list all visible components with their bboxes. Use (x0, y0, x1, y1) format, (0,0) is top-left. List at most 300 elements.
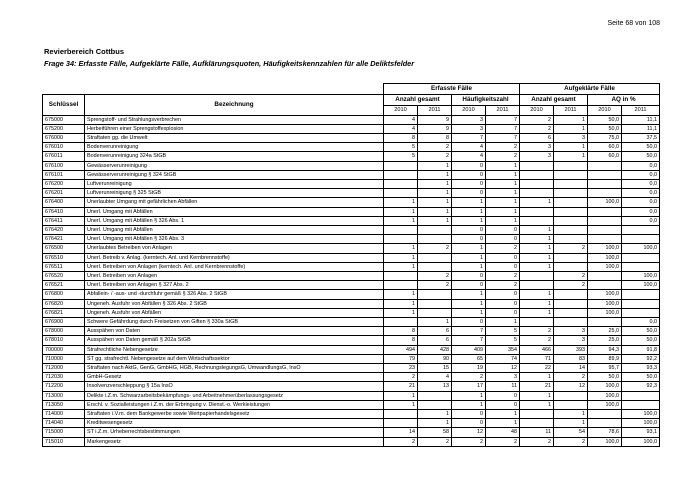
row-key: 676420 (43, 225, 85, 234)
row-value: 48 (486, 428, 520, 437)
row-value: 1 (520, 391, 554, 400)
row-value: 1 (418, 317, 452, 326)
row-value: 2 (418, 271, 452, 280)
row-value: 1 (486, 419, 520, 428)
year-header: 2010 (588, 106, 622, 116)
row-value: 4 (452, 152, 486, 161)
row-value: 12 (486, 363, 520, 372)
row-value: 2 (486, 437, 520, 446)
row-value: 0,0 (622, 161, 660, 170)
row-value: 0 (452, 161, 486, 170)
row-value (384, 419, 418, 428)
table-row (43, 419, 660, 428)
row-value: 1 (452, 391, 486, 400)
row-value (520, 161, 554, 170)
row-value: 0 (452, 225, 486, 234)
row-value: 58 (418, 428, 452, 437)
table-row (43, 345, 660, 354)
row-value (520, 216, 554, 225)
row-value (554, 225, 588, 234)
table-row (43, 391, 660, 400)
row-value (384, 189, 418, 198)
row-value: 0,0 (622, 179, 660, 188)
row-value: 0 (452, 189, 486, 198)
row-value: 1 (554, 410, 588, 419)
row-value: 0 (486, 253, 520, 262)
row-value: 78,6 (588, 428, 622, 437)
row-value: 94,3 (588, 345, 622, 354)
row-key: 676511 (43, 262, 85, 271)
row-value: 1 (418, 179, 452, 188)
row-value: 0,0 (622, 170, 660, 179)
row-value: 2 (554, 281, 588, 290)
row-value: 1 (554, 124, 588, 133)
row-key: 676411 (43, 216, 85, 225)
row-key: 678010 (43, 336, 85, 345)
row-value: 100,0 (588, 400, 622, 409)
table-row (43, 198, 660, 207)
row-value: 1 (384, 253, 418, 262)
row-value: 1 (520, 198, 554, 207)
row-value: 1 (452, 253, 486, 262)
row-value: 1 (520, 400, 554, 409)
row-value: 7 (452, 327, 486, 336)
row-value: 100,0 (622, 410, 660, 419)
row-description: Unerl. Betreiben von Anlagen (kerntech. Anl. und Kernbrennstoffe) (85, 262, 384, 271)
row-key: 676011 (43, 152, 85, 161)
table-body (43, 115, 660, 446)
row-value: 0,0 (622, 317, 660, 326)
year-header: 2010 (452, 106, 486, 116)
row-value: 1 (384, 207, 418, 216)
row-description: Unerlaubtes Betreiben von Anlagen (85, 244, 384, 253)
row-value: 494 (384, 345, 418, 354)
table-row (43, 327, 660, 336)
row-value (622, 308, 660, 317)
row-value (622, 299, 660, 308)
row-value: 5 (384, 152, 418, 161)
row-value: 60,0 (588, 152, 622, 161)
row-value (384, 179, 418, 188)
row-value (520, 271, 554, 280)
row-value: 65 (452, 354, 486, 363)
row-value (418, 299, 452, 308)
row-value: 100,0 (588, 437, 622, 446)
row-value: 11,1 (622, 124, 660, 133)
row-value: 2 (418, 281, 452, 290)
row-value (520, 170, 554, 179)
row-value: 1 (520, 244, 554, 253)
row-value: 12 (452, 428, 486, 437)
row-description: Unerl. Umgang mit Abfällen (85, 225, 384, 234)
row-value: 3 (554, 133, 588, 142)
row-value: 1 (486, 179, 520, 188)
row-value (554, 391, 588, 400)
row-value: 1 (384, 244, 418, 253)
row-value: 1 (452, 198, 486, 207)
row-value: 50,0 (622, 143, 660, 152)
row-description: Unerl. Umgang mit Abfällen (85, 207, 384, 216)
row-value: 0 (452, 271, 486, 280)
row-value: 4 (384, 124, 418, 133)
row-description: ST gg. strafrechtl. Nebengesetze auf dem Wirtschaftssektor (85, 354, 384, 363)
row-value: 100,0 (622, 281, 660, 290)
table-row (43, 290, 660, 299)
row-key: 676000 (43, 133, 85, 142)
row-value (520, 419, 554, 428)
row-value: 1 (384, 198, 418, 207)
row-value: 8 (384, 133, 418, 142)
row-value: 50,0 (622, 373, 660, 382)
row-value (588, 179, 622, 188)
row-description: Unerl. Umgang mit Abfällen § 326 Abs. 3 (85, 235, 384, 244)
row-key: 675000 (43, 115, 85, 124)
table-row (43, 207, 660, 216)
row-description: Bodenverunreinigung (85, 143, 384, 152)
row-key: 676421 (43, 235, 85, 244)
row-value: 1 (554, 419, 588, 428)
row-value (520, 317, 554, 326)
row-value: 2 (452, 437, 486, 446)
subheader-aq-percent: AQ in % (588, 95, 660, 106)
row-value: 3 (554, 336, 588, 345)
row-value: 428 (418, 345, 452, 354)
row-key: 676900 (43, 317, 85, 326)
row-value: 100,0 (588, 253, 622, 262)
row-value: 50,0 (622, 327, 660, 336)
row-value: 11 (486, 382, 520, 391)
row-value (622, 290, 660, 299)
row-value: 0,0 (622, 198, 660, 207)
row-value: 11 (520, 428, 554, 437)
row-value: 2 (486, 281, 520, 290)
row-value (622, 225, 660, 234)
row-value (520, 281, 554, 290)
row-value (418, 235, 452, 244)
row-value: 0 (452, 419, 486, 428)
row-value: 2 (486, 244, 520, 253)
row-value: 25,0 (588, 327, 622, 336)
row-value (622, 253, 660, 262)
row-description: Delikte i.Z.m. Schwarzarbeitsbekämpfungs- und Arbeitnehmerüberlassungsgesetz (85, 391, 384, 400)
row-key: 675200 (43, 124, 85, 133)
row-value: 9 (418, 124, 452, 133)
row-value: 393 (554, 345, 588, 354)
row-value (588, 317, 622, 326)
row-value: 100,0 (588, 391, 622, 400)
row-value: 7 (452, 336, 486, 345)
row-value: 89,9 (588, 354, 622, 363)
row-key: 700000 (43, 345, 85, 354)
table-row (43, 271, 660, 280)
row-value: 50,0 (588, 373, 622, 382)
row-value: 0,0 (622, 189, 660, 198)
table-row (43, 152, 660, 161)
row-value: 100,0 (588, 299, 622, 308)
row-description: Herbeiführen einer Sprengstoffexplosion (85, 124, 384, 133)
row-key: 676200 (43, 179, 85, 188)
row-value: 1 (554, 115, 588, 124)
header-row-groups (43, 84, 660, 95)
row-value (622, 400, 660, 409)
row-value (588, 170, 622, 179)
row-key: 676100 (43, 161, 85, 170)
row-value: 2 (418, 244, 452, 253)
row-value (588, 161, 622, 170)
row-value: 0 (452, 170, 486, 179)
row-value (384, 271, 418, 280)
row-value: 0 (452, 317, 486, 326)
row-key: 676821 (43, 308, 85, 317)
row-value: 1 (486, 161, 520, 170)
row-value: 3 (452, 124, 486, 133)
row-value: 2 (384, 437, 418, 446)
row-value (418, 400, 452, 409)
row-value (520, 410, 554, 419)
row-value: 1 (486, 189, 520, 198)
table-row (43, 410, 660, 419)
row-value: 1 (418, 216, 452, 225)
row-value: 1 (486, 317, 520, 326)
row-description: ST i.Z.m. Urheberrechtsbestimmungen (85, 428, 384, 437)
row-value: 7 (452, 133, 486, 142)
row-value: 1 (384, 308, 418, 317)
row-value: 1 (520, 290, 554, 299)
row-description: Markengesetz (85, 437, 384, 446)
row-value: 100,0 (588, 262, 622, 271)
row-value: 1 (520, 299, 554, 308)
row-value: 1 (486, 410, 520, 419)
row-value (588, 410, 622, 419)
row-value (554, 262, 588, 271)
table-row (43, 124, 660, 133)
row-value: 92,2 (622, 354, 660, 363)
row-value: 5 (486, 336, 520, 345)
row-value: 0 (452, 410, 486, 419)
row-value: 0 (486, 299, 520, 308)
row-value: 95,7 (588, 363, 622, 372)
row-value (554, 308, 588, 317)
row-value: 0 (486, 290, 520, 299)
region-title: Revierbereich Cottbus (44, 47, 125, 56)
row-value: 1 (486, 198, 520, 207)
row-value: 11,1 (622, 115, 660, 124)
row-description: Unerl. Umgang mit Abfällen § 326 Abs. 1 (85, 216, 384, 225)
row-value: 12 (554, 382, 588, 391)
row-value: 0 (486, 225, 520, 234)
row-key: 715000 (43, 428, 85, 437)
row-value: 4 (418, 373, 452, 382)
row-value: 23 (384, 363, 418, 372)
row-value: 1 (452, 207, 486, 216)
row-value: 1 (452, 262, 486, 271)
row-description: Ungeneh. Ausfuhr von Abfällen (85, 308, 384, 317)
table-row (43, 308, 660, 317)
row-value: 1 (554, 152, 588, 161)
row-value: 1 (384, 290, 418, 299)
row-value (384, 161, 418, 170)
row-value (384, 410, 418, 419)
row-value: 2 (520, 327, 554, 336)
row-value: 1 (520, 225, 554, 234)
row-value: 21 (520, 382, 554, 391)
row-value: 2 (520, 336, 554, 345)
table-row (43, 400, 660, 409)
row-value: 0 (486, 391, 520, 400)
row-value: 4 (452, 143, 486, 152)
column-header-key: Schlüssel (43, 95, 85, 116)
table-row (43, 115, 660, 124)
row-value: 8 (384, 336, 418, 345)
row-value (554, 207, 588, 216)
row-value: 0 (486, 262, 520, 271)
row-key: 713000 (43, 391, 85, 400)
row-description: Unerlaubter Umgang mit gefährlichen Abfällen (85, 198, 384, 207)
table-row (43, 382, 660, 391)
table-row (43, 235, 660, 244)
row-value (418, 308, 452, 317)
subheader-anzahl-gesamt-aufgeklaert: Anzahl gesamt (520, 95, 588, 106)
table-row (43, 317, 660, 326)
row-description: Luftverunreinigung § 325 StGB (85, 189, 384, 198)
row-key: 676820 (43, 299, 85, 308)
row-description: Insolvenzverschleppung § 15a InsO (85, 382, 384, 391)
row-value: 2 (554, 271, 588, 280)
statistics-table (42, 83, 660, 447)
row-key: 712000 (43, 363, 85, 372)
row-value: 4 (384, 115, 418, 124)
row-value: 1 (418, 419, 452, 428)
row-value: 2 (554, 373, 588, 382)
row-value: 92,3 (622, 382, 660, 391)
row-key: 678000 (43, 327, 85, 336)
row-key: 676520 (43, 271, 85, 280)
row-description: GmbH-Gesetz (85, 373, 384, 382)
row-description: Unerl. Betreib v. Anlag. (kerntech. Anl. und Kernbrennstoffe) (85, 253, 384, 262)
row-description: Bodenverunreinigung 324a StGB (85, 152, 384, 161)
row-key: 676101 (43, 170, 85, 179)
row-value: 19 (452, 363, 486, 372)
row-description: Ausspähen von Daten gemäß § 202a StGB (85, 336, 384, 345)
row-value: 75,0 (588, 133, 622, 142)
row-value (588, 189, 622, 198)
table-row (43, 428, 660, 437)
year-header: 2010 (520, 106, 554, 116)
row-value: 37,5 (622, 133, 660, 142)
row-value: 6 (520, 133, 554, 142)
row-value: 2 (486, 152, 520, 161)
row-value: 14 (384, 428, 418, 437)
row-description: Ausspähen von Daten (85, 327, 384, 336)
row-value: 7 (486, 133, 520, 142)
row-key: 713050 (43, 400, 85, 409)
row-value (622, 262, 660, 271)
row-value (588, 207, 622, 216)
row-value: 2 (520, 124, 554, 133)
table-row (43, 373, 660, 382)
row-key: 710000 (43, 354, 85, 363)
row-value: 1 (418, 207, 452, 216)
row-value: 1 (384, 400, 418, 409)
subheader-haeufigkeitszahl: Häufigkeitszahl (452, 95, 520, 106)
row-value: 1 (384, 299, 418, 308)
row-value (588, 225, 622, 234)
table-row (43, 299, 660, 308)
row-value: 0,0 (622, 216, 660, 225)
row-value: 22 (520, 363, 554, 372)
row-value: 8 (384, 327, 418, 336)
row-value: 0 (452, 235, 486, 244)
row-value (588, 419, 622, 428)
row-value (384, 317, 418, 326)
row-value (520, 207, 554, 216)
year-header: 2011 (486, 106, 520, 116)
row-value (622, 391, 660, 400)
row-value: 91,8 (622, 345, 660, 354)
group-erfasste-faelle: Erfasste Fälle (384, 84, 520, 95)
row-value: 409 (452, 345, 486, 354)
group-aufgeklaerte-faelle: Aufgeklärte Fälle (520, 84, 660, 95)
row-value: 0 (486, 235, 520, 244)
row-value: 5 (384, 143, 418, 152)
row-value: 3 (486, 373, 520, 382)
row-value: 93,1 (622, 428, 660, 437)
row-value (384, 235, 418, 244)
row-value: 1 (418, 198, 452, 207)
row-value: 8 (418, 133, 452, 142)
row-value (554, 198, 588, 207)
table-row (43, 189, 660, 198)
row-value: 100,0 (622, 437, 660, 446)
row-value: 1 (520, 373, 554, 382)
row-description: Abfallein- / -aus- und -durchfuhr gemäß § 326 Abs. 2 StGB (85, 290, 384, 299)
row-value: 90 (418, 354, 452, 363)
row-value: 1 (452, 216, 486, 225)
row-description: Kreditwesengesetz (85, 419, 384, 428)
row-value: 7 (486, 115, 520, 124)
row-value (554, 317, 588, 326)
row-key: 676400 (43, 198, 85, 207)
row-value: 13 (418, 382, 452, 391)
page-number: Seite 68 von 108 (607, 20, 660, 27)
row-value: 1 (418, 189, 452, 198)
row-value (418, 391, 452, 400)
row-value: 71 (520, 354, 554, 363)
row-value: 2 (418, 152, 452, 161)
row-description: Straftaten i.V.m. dem Bankgewerbe sowie Wertpapierhandelsgesetz (85, 410, 384, 419)
row-value: 50,0 (588, 124, 622, 133)
table-row (43, 133, 660, 142)
row-value: 6 (418, 336, 452, 345)
row-value (622, 235, 660, 244)
row-description: Straftaten nach AktG, GenG, GmbHG, HGB, RechnungslegungsG, UmwandlungsG, InsO (85, 363, 384, 372)
table-caption: Frage 34: Erfasste Fälle, Aufgeklärte Fälle, Aufklärungsquoten, Häufigkeitskennzahlen für alle Deliktsfelder (44, 59, 415, 68)
row-value: 100,0 (588, 244, 622, 253)
row-value: 1 (418, 161, 452, 170)
row-value (554, 400, 588, 409)
row-value: 3 (452, 115, 486, 124)
row-value (588, 271, 622, 280)
row-value (418, 225, 452, 234)
row-value: 1 (520, 308, 554, 317)
year-header: 2010 (384, 106, 418, 116)
row-key: 676521 (43, 281, 85, 290)
row-value: 25,0 (588, 336, 622, 345)
row-value: 1 (418, 410, 452, 419)
table-row (43, 170, 660, 179)
row-value: 2 (384, 373, 418, 382)
row-value: 1 (554, 143, 588, 152)
